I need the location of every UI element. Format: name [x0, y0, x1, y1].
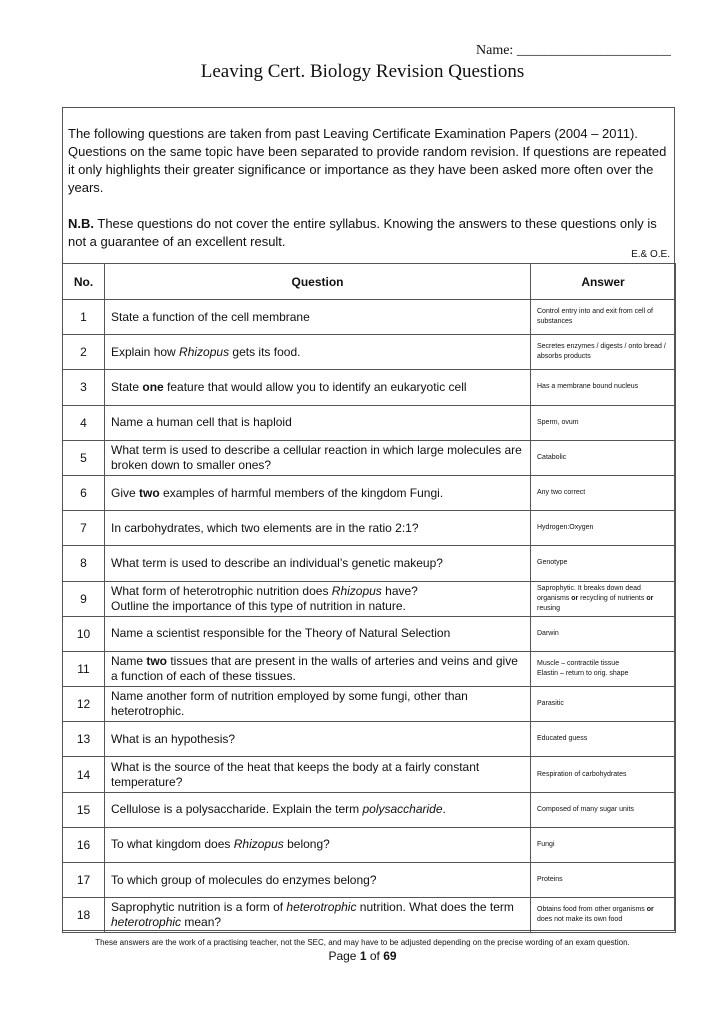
- table-row: [63, 370, 676, 405]
- question-text-segment: Name another form of nutrition employed by some fungi, other than heterotrophic.: [111, 689, 468, 719]
- question-text-segment: gets its food.: [229, 344, 301, 359]
- question-number: 12: [63, 687, 105, 722]
- question-text-segment: Saprophytic nutrition is a form of: [111, 900, 287, 915]
- answer-text-segment: Muscle – contractile tissue: [537, 659, 620, 667]
- answer-text-segment: recycling of nutrients: [578, 594, 647, 602]
- question-text: [105, 370, 531, 405]
- answer-text: [531, 898, 676, 933]
- intro-section: [68, 125, 668, 251]
- question-text: [105, 581, 531, 616]
- question-text-segment: mean?: [181, 915, 222, 930]
- question-text: [105, 898, 531, 933]
- question-number: 9: [63, 581, 105, 616]
- questions-table: [62, 263, 676, 933]
- question-text-segment: tissues that are present in the walls of arteries and veins and give a function of each of these tissues.: [111, 653, 518, 683]
- question-text-segment: heterotrophic: [111, 915, 182, 930]
- header-answer: Answer: [531, 264, 676, 300]
- question-number: 5: [63, 440, 105, 475]
- answer-text-segment: Secretes enzymes / digests / onto bread / absorbs products: [537, 343, 666, 361]
- question-text: [105, 511, 531, 546]
- question-number: 11: [63, 651, 105, 686]
- question-number: 16: [63, 827, 105, 862]
- question-text: [105, 335, 531, 370]
- answer-text-segment: Catabolic: [537, 453, 567, 461]
- question-number: 17: [63, 863, 105, 898]
- answer-text-segment: does not make its own food: [537, 916, 623, 924]
- question-number: 4: [63, 405, 105, 440]
- answer-text: [531, 827, 676, 862]
- answer-text: [531, 687, 676, 722]
- table-row: [63, 335, 676, 370]
- table-row: [63, 511, 676, 546]
- question-number: 7: [63, 511, 105, 546]
- table-row: [63, 651, 676, 686]
- footer-disclaimer: These answers are the work of a practising teacher, not the SEC, and may have to be adjusted depending on the precise wording of an exam question.: [95, 938, 630, 947]
- question-text-segment: What is an hypothesis?: [111, 731, 236, 746]
- question-text: [105, 757, 531, 792]
- question-text-segment: examples of harmful members of the kingdom Fungi.: [159, 485, 444, 500]
- table-row: [63, 616, 676, 651]
- question-number: 15: [63, 792, 105, 827]
- question-text-segment: feature that would allow you to identify an eukaryotic cell: [163, 379, 467, 394]
- question-text-segment: What term is used to describe a cellular reaction in which large molecules are broken down to smaller ones?: [111, 442, 522, 472]
- page-of: of: [366, 949, 384, 963]
- question-text: [105, 792, 531, 827]
- question-text-segment: Name: [111, 653, 147, 668]
- answer-text: [531, 511, 676, 546]
- table-row: [63, 863, 676, 898]
- question-number: 8: [63, 546, 105, 581]
- question-text: [105, 722, 531, 757]
- question-text-segment: What is the source of the heat that keeps the body at a fairly constant temperature?: [111, 759, 480, 789]
- question-text-segment: State a function of the cell membrane: [111, 309, 310, 324]
- answer-text: [531, 722, 676, 757]
- question-text: [105, 827, 531, 862]
- question-text-segment: Outline the importance of this type of nutrition in nature.: [111, 598, 406, 613]
- answer-text-segment: or: [646, 594, 654, 602]
- errors-omissions-note: E.& O.E.: [631, 249, 670, 260]
- question-text-segment: polysaccharide: [362, 802, 443, 817]
- table-row: [63, 722, 676, 757]
- page-prefix: Page: [328, 949, 360, 963]
- table-row: [63, 300, 676, 335]
- questions-table-body: [63, 300, 676, 933]
- table-row: [63, 405, 676, 440]
- answer-text-segment: Any two correct: [537, 489, 586, 497]
- question-text: [105, 546, 531, 581]
- table-row: [63, 440, 676, 475]
- answer-text-segment: Respiration of carbohydrates: [537, 770, 627, 778]
- question-number: 10: [63, 616, 105, 651]
- question-text-segment: Explain how: [111, 344, 180, 359]
- answer-text: [531, 581, 676, 616]
- name-field-line: Name: ______________________: [476, 43, 671, 58]
- question-text-segment: Rhizopus: [179, 344, 230, 359]
- answer-text: [531, 792, 676, 827]
- table-row: [63, 546, 676, 581]
- answer-text: [531, 616, 676, 651]
- answer-text: [531, 300, 676, 335]
- question-text: [105, 616, 531, 651]
- answer-text: [531, 335, 676, 370]
- header-question: Question: [105, 264, 531, 300]
- answer-text-segment: reusing: [537, 604, 560, 612]
- question-text-segment: Rhizopus: [331, 583, 382, 598]
- answer-text: [531, 440, 676, 475]
- answer-text-segment: Parasitic: [537, 700, 564, 708]
- answer-text: [531, 757, 676, 792]
- question-text-segment: To what kingdom does: [111, 837, 234, 852]
- answer-text: [531, 475, 676, 510]
- question-text-segment: have?: [381, 583, 418, 598]
- question-text-segment: two: [139, 485, 160, 500]
- question-text-segment: In carbohydrates, which two elements are in the ratio 2:1?: [111, 520, 419, 535]
- question-text-segment: State: [111, 379, 143, 394]
- answer-text-segment: Control entry into and exit from cell of substances: [537, 308, 653, 326]
- question-text: [105, 440, 531, 475]
- question-text-segment: heterotrophic: [286, 900, 357, 915]
- table-row: [63, 757, 676, 792]
- answer-text-segment: Obtains food from other organisms: [537, 906, 647, 914]
- question-number: 18: [63, 898, 105, 933]
- answer-text-segment: or: [646, 906, 654, 914]
- question-text: [105, 405, 531, 440]
- question-text-segment: .: [442, 802, 446, 817]
- question-text-segment: one: [142, 379, 164, 394]
- answer-text-segment: Genotype: [537, 559, 568, 567]
- document-title: Leaving Cert. Biology Revision Questions: [200, 61, 525, 82]
- question-text-segment: What form of heterotrophic nutrition does: [111, 583, 332, 598]
- answer-text: [531, 651, 676, 686]
- header-no: No.: [63, 264, 105, 300]
- answer-text-segment: Hydrogen:Oxygen: [537, 524, 594, 532]
- answer-text-segment: Elastin – return to orig. shape: [537, 669, 629, 677]
- question-number: 13: [63, 722, 105, 757]
- answer-text-segment: Educated guess: [537, 735, 588, 743]
- question-number: 14: [63, 757, 105, 792]
- question-text: [105, 475, 531, 510]
- question-text-segment: Cellulose is a polysaccharide. Explain the term: [111, 802, 363, 817]
- question-text-segment: nutrition. What does the term: [356, 900, 514, 915]
- answer-text: [531, 370, 676, 405]
- question-text: [105, 651, 531, 686]
- question-text-segment: Rhizopus: [233, 837, 284, 852]
- answer-text-segment: or: [571, 594, 579, 602]
- question-text: [105, 687, 531, 722]
- table-header-row: [63, 264, 676, 300]
- answer-text-segment: Composed of many sugar units: [537, 805, 634, 813]
- table-row: [63, 687, 676, 722]
- question-text-segment: two: [146, 653, 168, 668]
- question-text-segment: Name a scientist responsible for the Theory of Natural Selection: [111, 626, 451, 641]
- nb-text: These questions do not cover the entire syllabus. Knowing the answers to these questions only is not a guarantee of an excellent result.: [68, 216, 657, 249]
- answer-text-segment: Darwin: [537, 629, 559, 637]
- question-text-segment: Name a human cell that is haploid: [111, 415, 292, 430]
- question-text: [105, 300, 531, 335]
- question-text-segment: To which group of molecules do enzymes belong?: [111, 872, 377, 887]
- intro-paragraph: The following questions are taken from past Leaving Certificate Examination Papers (2004 – 2011). Questions on the same topic have been separated to provide random revision. If questions are repeated it only highlights their greater significance or importance as they have been asked more often over the years.: [68, 126, 667, 195]
- answer-text: [531, 546, 676, 581]
- question-number: 3: [63, 370, 105, 405]
- answer-text-segment: Has a membrane bound nucleus: [537, 383, 639, 391]
- table-row: [63, 792, 676, 827]
- answer-text-segment: Proteins: [537, 876, 563, 884]
- page-number: [0, 949, 725, 963]
- table-row: [63, 827, 676, 862]
- question-text-segment: belong?: [283, 837, 330, 852]
- answer-text-segment: Saprophytic. It breaks down dead organisms: [537, 584, 641, 602]
- answer-text: [531, 863, 676, 898]
- nb-label: N.B.: [68, 216, 94, 231]
- question-text-segment: What term is used to describe an individual’s genetic makeup?: [111, 555, 443, 570]
- question-text-segment: Give: [111, 485, 140, 500]
- table-row: [63, 475, 676, 510]
- table-row: [63, 898, 676, 933]
- question-number: 6: [63, 475, 105, 510]
- answer-text-segment: Fungi: [537, 840, 555, 848]
- answer-text: [531, 405, 676, 440]
- page-total: 69: [383, 949, 397, 963]
- table-row: [63, 581, 676, 616]
- question-text: [105, 863, 531, 898]
- question-number: 1: [63, 300, 105, 335]
- question-number: 2: [63, 335, 105, 370]
- nb-paragraph: [68, 215, 668, 251]
- answer-text-segment: Sperm, ovum: [537, 418, 579, 426]
- page-current: 1: [359, 949, 367, 963]
